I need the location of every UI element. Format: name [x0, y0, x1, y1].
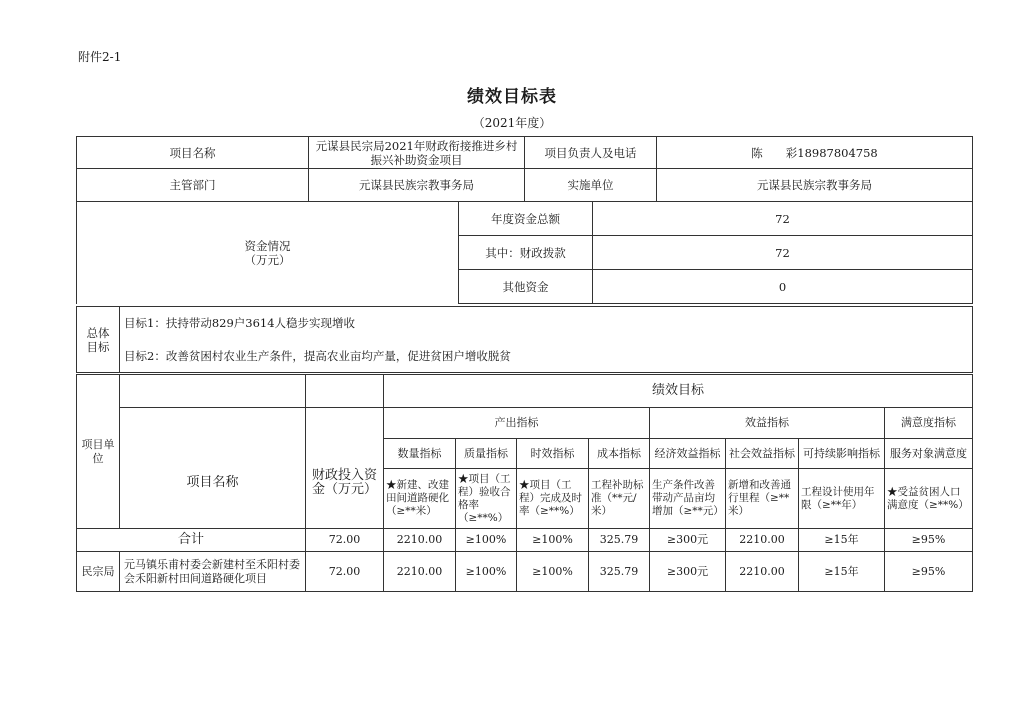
- investment-header: 财政投入资金（万元）: [306, 439, 384, 529]
- goal-2: 目标2：改善贫困村农业生产条件，提高农业亩均产量，促进贫困户增收脱贫: [120, 340, 973, 373]
- funds-table: [76, 201, 973, 304]
- blank-cell: [120, 408, 306, 439]
- funds-total-label: 年度资金总额: [459, 202, 593, 236]
- col-header-quantity: 数量指标: [384, 439, 456, 469]
- leader-value: 陈 彩18987804758: [657, 137, 973, 169]
- total-value: ≥15年: [799, 529, 885, 552]
- output-header: 产出指标: [384, 408, 650, 439]
- col-desc-cost: 工程补助标准（**元/米）: [589, 469, 650, 529]
- funds-other-label: 其他资金: [459, 270, 593, 304]
- impl-value: 元谋县民族宗教事务局: [657, 169, 973, 202]
- col-desc-quality: ★项目（工程）验收合格率（≥**%）: [456, 469, 517, 529]
- dept-value: 元谋县民族宗教事务局: [309, 169, 525, 202]
- goals-label-1: 总体: [86, 325, 110, 340]
- total-value: 325.79: [589, 529, 650, 552]
- col-header-sustainable: 可持续影响指标: [799, 439, 885, 469]
- benefit-header: 效益指标: [650, 408, 885, 439]
- total-value: ≥100%: [456, 529, 517, 552]
- performance-table: [76, 374, 973, 592]
- data-row-unit: 民宗局: [77, 552, 120, 592]
- total-value: ≥100%: [517, 529, 589, 552]
- data-row-value: ≥300元: [650, 552, 726, 592]
- blank-cell: [306, 408, 384, 439]
- col-header-social: 社会效益指标: [726, 439, 799, 469]
- leader-label: 项目负责人及电话: [525, 137, 657, 169]
- data-row-value: ≥95%: [885, 552, 973, 592]
- total-investment: 72.00: [306, 529, 384, 552]
- blank-cell: [120, 375, 306, 408]
- goals-label-2: 目标: [86, 339, 110, 354]
- funds-fiscal-value: 72: [593, 236, 973, 270]
- perf-target-header: 绩效目标: [384, 375, 973, 408]
- data-row-value: 2210.00: [384, 552, 456, 592]
- funds-fiscal-label: 其中：财政拨款: [459, 236, 593, 270]
- funds-total-value: 72: [593, 202, 973, 236]
- info-table: [76, 136, 973, 202]
- goals-table: [76, 306, 973, 373]
- project-name-header: 项目名称: [120, 439, 306, 529]
- perf-unit-label: 项目单位: [77, 375, 120, 529]
- total-row-label: 合计: [77, 529, 306, 552]
- goals-label-cell: [77, 307, 120, 373]
- page-title: 绩效目标表: [467, 87, 557, 107]
- data-row-value: 2210.00: [726, 552, 799, 592]
- col-header-timeliness: 时效指标: [517, 439, 589, 469]
- funds-other-value: 0: [593, 270, 973, 304]
- data-row-project: 元马镇乐甫村委会新建村至禾阳村委会禾阳新村田间道路硬化项目: [120, 552, 306, 592]
- goal-1: 目标1：扶持带动829户3614人稳步实现增收: [120, 307, 973, 340]
- col-desc-timeliness: ★项目（工程）完成及时率（≥**%）: [517, 469, 589, 529]
- col-header-cost: 成本指标: [589, 439, 650, 469]
- year-label: （2021年度）: [472, 116, 552, 130]
- col-header-economic: 经济效益指标: [650, 439, 726, 469]
- data-row-value: 325.79: [589, 552, 650, 592]
- col-desc-economic: 生产条件改善带动产品亩均增加（≥**元）: [650, 469, 726, 529]
- project-name-value: 元谋县民宗局2021年财政衔接推进乡村振兴补助资金项目: [309, 137, 525, 169]
- funds-label: 资金情况: [244, 238, 291, 253]
- data-row-value: ≥15年: [799, 552, 885, 592]
- total-value: 2210.00: [384, 529, 456, 552]
- col-desc-satisfaction: ★受益贫困人口满意度（≥**%）: [885, 469, 973, 529]
- blank-cell: [306, 375, 384, 408]
- satisfaction-header: 满意度指标: [885, 408, 973, 439]
- col-desc-quantity: ★新建、改建田间道路硬化（≥**米）: [384, 469, 456, 529]
- total-value: ≥300元: [650, 529, 726, 552]
- col-desc-social: 新增和改善通行里程（≥**米）: [726, 469, 799, 529]
- col-header-quality: 质量指标: [456, 439, 517, 469]
- data-row-investment: 72.00: [306, 552, 384, 592]
- dept-label: 主管部门: [77, 169, 309, 202]
- funds-label-cell: [77, 202, 459, 304]
- impl-label: 实施单位: [525, 169, 657, 202]
- total-value: 2210.00: [726, 529, 799, 552]
- data-row-value: ≥100%: [456, 552, 517, 592]
- col-header-satisfaction: 服务对象满意度: [885, 439, 973, 469]
- data-row-value: ≥100%: [517, 552, 589, 592]
- total-value: ≥95%: [885, 529, 973, 552]
- funds-unit: （万元）: [244, 252, 291, 267]
- project-name-label: 项目名称: [77, 137, 309, 169]
- col-desc-sustainable: 工程设计使用年限（≥**年）: [799, 469, 885, 529]
- attachment-label: 附件2-1: [78, 50, 122, 64]
